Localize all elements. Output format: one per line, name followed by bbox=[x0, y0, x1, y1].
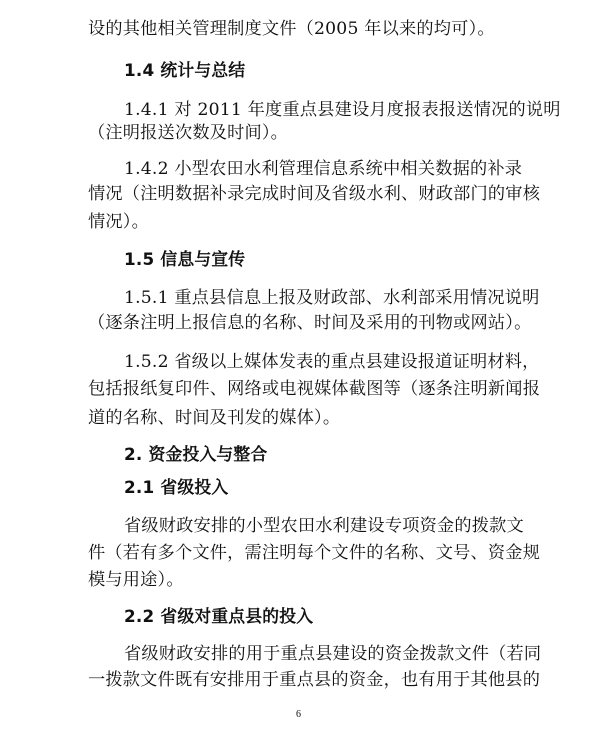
body-line: （注明报送次数及时间）。 bbox=[88, 123, 289, 143]
body-line: 模与用途）。 bbox=[88, 570, 184, 590]
body-line: 一拨款文件既有安排用于重点县的资金，也有用于其他县的 bbox=[88, 670, 541, 690]
body-line: 省级财政安排的用于重点县建设的资金拨款文件（若同 bbox=[124, 644, 542, 664]
section-heading-2: 2. 资金投入与整合 bbox=[124, 444, 268, 464]
body-line: 省级财政安排的小型农田水利建设专项资金的拨款文 bbox=[124, 516, 524, 536]
section-heading-2-2: 2.2 省级对重点县的投入 bbox=[124, 606, 314, 626]
body-line: 1.4.2 小型农田水利管理信息系统中相关数据的补录 bbox=[124, 159, 523, 179]
page-number: 6 bbox=[296, 709, 301, 720]
section-heading-2-1: 2.1 省级投入 bbox=[124, 477, 229, 497]
body-line: 1.5.2 省级以上媒体发表的重点县建设报道证明材料， bbox=[124, 352, 540, 372]
body-line: 设的其他相关管理制度文件（2005 年以来的均可）。 bbox=[88, 19, 495, 39]
body-line: 包括报纸复印件、网络或电视媒体截图等（逐条注明新闻报 bbox=[88, 379, 541, 399]
body-line: （逐条注明上报信息的名称、时间及采用的刊物或网站）。 bbox=[88, 313, 532, 333]
body-line: 件（若有多个文件，需注明每个文件的名称、文号、资金规 bbox=[88, 543, 541, 563]
body-line: 情况）。 bbox=[88, 212, 149, 232]
body-line: 1.5.1 重点县信息上报及财政部、水利部采用情况说明 bbox=[124, 288, 540, 308]
section-heading-1-5: 1.5 信息与宣传 bbox=[124, 249, 246, 269]
body-line: 1.4.1 对 2011 年度重点县建设月度报表报送情况的说明 bbox=[124, 100, 561, 120]
section-heading-1-4: 1.4 统计与总结 bbox=[124, 60, 246, 80]
body-line: 道的名称、时间及刊发的媒体）。 bbox=[88, 408, 341, 428]
body-line: 情况（注明数据补录完成时间及省级水利、财政部门的审核 bbox=[88, 184, 541, 204]
